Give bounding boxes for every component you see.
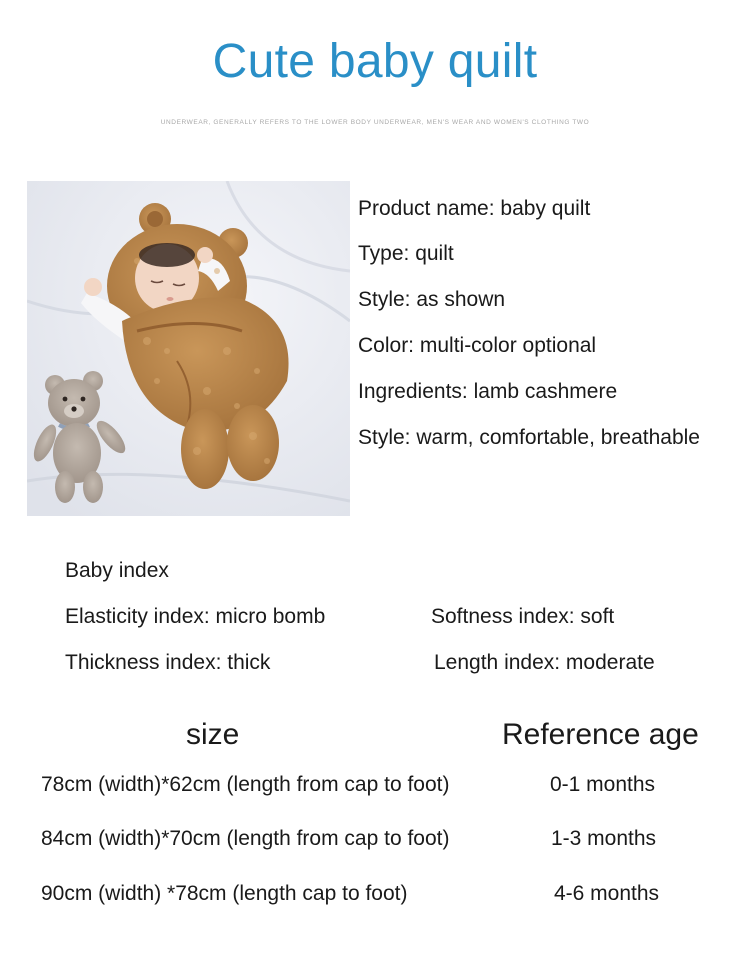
spec-style: Style: as shown [358, 288, 506, 311]
spec-type: Type: quilt [358, 242, 454, 265]
page-subtitle: UNDERWEAR, GENERALLY REFERS TO THE LOWER BODY UNDERWEAR, MEN'S WEAR AND WOMEN'S CLOTHING TWO [160, 119, 590, 126]
size-row-1-age: 0-1 months [550, 773, 656, 796]
spec-color: Color: multi-color optional [358, 334, 597, 357]
size-row-2-size: 84cm (width)*70cm (length from cap to foot) [41, 827, 450, 850]
page-title: Cute baby quilt [212, 35, 538, 88]
length-index: Length index: moderate [434, 651, 655, 674]
size-row-1-size: 78cm (width)*62cm (length from cap to foot) [41, 773, 450, 796]
spec-product-name: Product name: baby quilt [358, 197, 591, 220]
spec-style-features: Style: warm, comfortable, breathable [358, 426, 700, 449]
size-row-3-age: 4-6 months [554, 882, 660, 905]
age-column-header: Reference age [502, 718, 699, 751]
size-row-3-size: 90cm (width) *78cm (length cap to foot) [41, 882, 408, 905]
product-photo [27, 181, 350, 516]
elasticity-index: Elasticity index: micro bomb [65, 605, 326, 628]
softness-index: Softness index: soft [431, 605, 615, 628]
spec-ingredients: Ingredients: lamb cashmere [358, 380, 618, 403]
size-row-2-age: 1-3 months [551, 827, 657, 850]
baby-quilt-illustration [27, 181, 350, 516]
baby-index-heading: Baby index [65, 559, 169, 582]
size-column-header: size [186, 718, 240, 751]
thickness-index: Thickness index: thick [65, 651, 271, 674]
